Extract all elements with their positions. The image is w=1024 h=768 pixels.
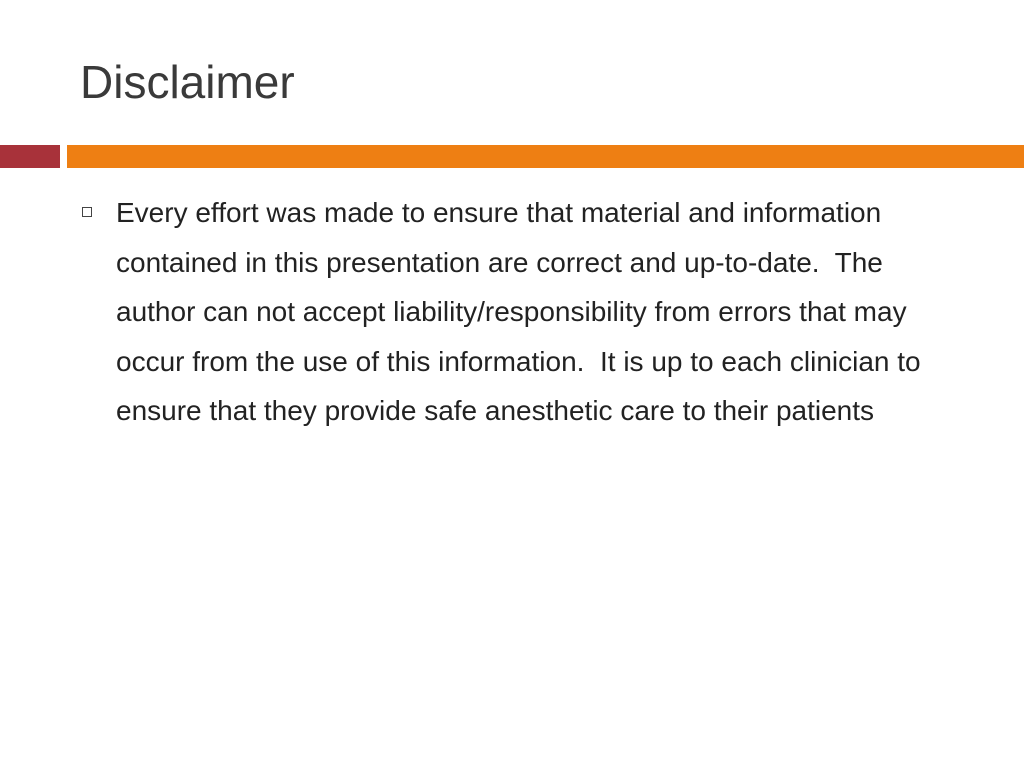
disclaimer-text: Every effort was made to ensure that material and information contained in this presentation are correct and up-to-date. The author can not accept liability/responsibility from errors that may occur from the use of this information. It is up to each clinician to ensure that they provide safe anesthetic care to their patients xyxy=(116,197,929,426)
accent-bar-left xyxy=(0,145,60,168)
slide-content xyxy=(80,188,960,436)
hollow-square-bullet-icon xyxy=(82,207,92,217)
accent-bar-right xyxy=(67,145,1024,168)
slide-title: Disclaimer xyxy=(80,56,295,108)
bullet-item xyxy=(80,188,960,436)
